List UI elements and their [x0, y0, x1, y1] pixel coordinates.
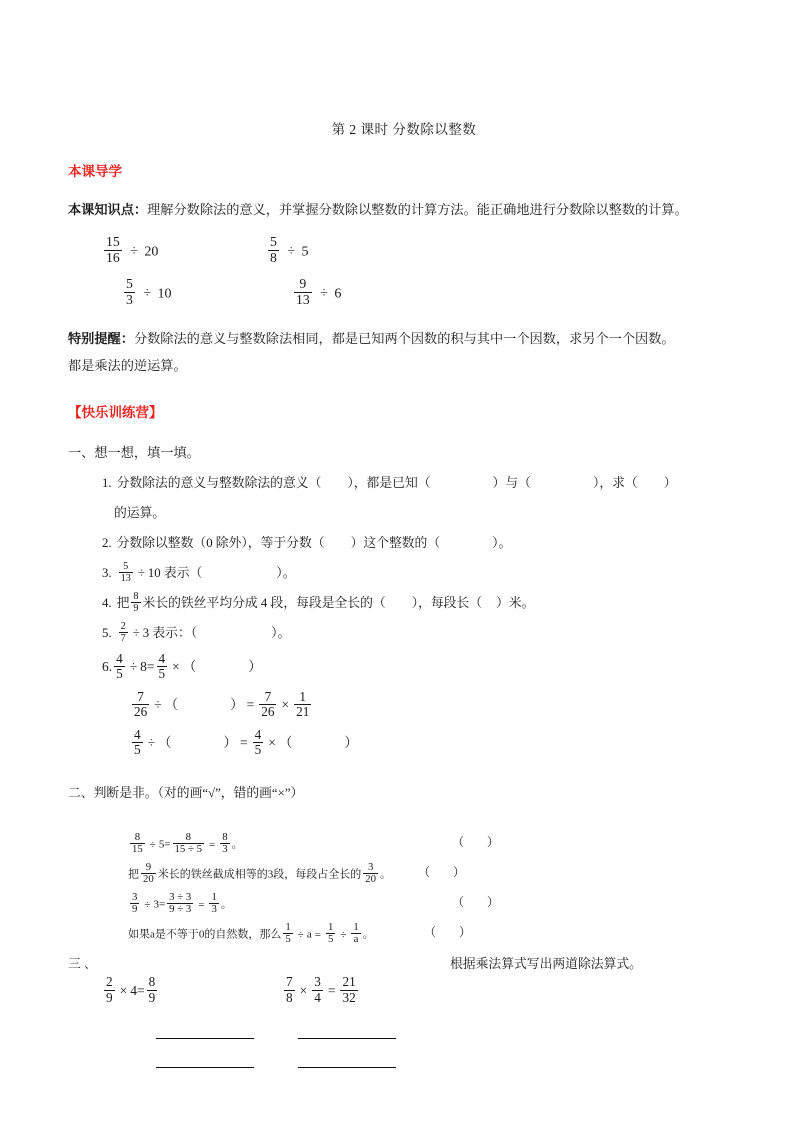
fraction	[294, 277, 312, 308]
fraction-numerator: 1	[211, 890, 217, 903]
fraction	[130, 832, 145, 856]
judgement-statement	[128, 920, 374, 947]
fraction-denominator: 9	[132, 903, 138, 916]
fraction-numerator: 8	[133, 591, 139, 603]
statement-text: 米长的铁丝截成相等的3段，每段占全长的	[157, 868, 362, 881]
question-item-3	[102, 558, 740, 588]
fraction	[141, 862, 156, 886]
judgement-statement	[128, 860, 392, 887]
blank-open-paren: （	[158, 735, 172, 750]
fraction-numerator: 4	[254, 726, 262, 742]
fraction	[157, 652, 168, 682]
operator: ×	[172, 659, 180, 674]
fraction-denominator: 9	[148, 989, 156, 1005]
equals-sign: =	[164, 838, 171, 851]
answer-line[interactable]	[156, 1066, 254, 1068]
operator: ÷	[144, 898, 151, 911]
item-text-3: ）与（	[492, 476, 531, 490]
judgement-item-3	[128, 890, 740, 923]
fraction-denominator: a	[353, 933, 359, 946]
operator: ×	[119, 982, 128, 998]
question-item-2	[102, 528, 740, 558]
blank-open-paren: （	[182, 659, 197, 674]
fraction-numerator: 8	[222, 830, 228, 843]
example-3-expression	[122, 276, 172, 310]
answer-line-row-1	[156, 1037, 740, 1039]
blank-open-paren: （	[164, 697, 179, 712]
answer-line-row-2	[156, 1066, 740, 1068]
section2-statements	[68, 830, 740, 953]
fraction-numerator: 1	[353, 920, 359, 933]
fraction-numerator: 4	[116, 650, 123, 666]
item-number: 1.	[102, 476, 112, 490]
blank-close-paren: ）	[248, 659, 262, 674]
operand: 3	[153, 898, 159, 911]
fraction	[253, 728, 264, 758]
example-4	[272, 276, 442, 310]
fraction-denominator: 9	[133, 603, 139, 615]
page-content	[68, 118, 740, 1095]
fraction-denominator: 5	[327, 933, 334, 946]
item-number: 3.	[102, 566, 112, 580]
judgement-statement	[128, 830, 243, 857]
example-4-expression	[292, 276, 342, 310]
example-2-expression	[266, 234, 309, 268]
fraction	[130, 892, 139, 916]
operator: ÷	[129, 659, 138, 674]
multiplication-equation-2	[282, 974, 360, 1007]
operator: ×	[268, 735, 276, 750]
fraction-denominator: 7	[120, 633, 126, 645]
operand: 20	[144, 244, 159, 260]
fraction-numerator: 5	[270, 234, 277, 250]
fraction-numerator: 9	[294, 277, 312, 293]
fraction-denominator: 8	[270, 249, 277, 265]
fraction-numerator: 21	[342, 974, 356, 990]
fraction-numerator: 4	[134, 726, 141, 742]
fraction-numerator: 7	[132, 690, 149, 705]
question-item-6-equation-2	[130, 686, 740, 724]
answer-lines	[156, 1037, 740, 1068]
fraction	[132, 728, 143, 758]
fraction	[119, 621, 128, 644]
fraction	[220, 832, 229, 856]
operand: 10	[157, 286, 172, 302]
item-text-1: 3 表示：（	[142, 626, 198, 640]
fraction-denominator: 15	[132, 843, 143, 856]
item-text-4: ），求（	[592, 476, 638, 490]
fraction	[284, 975, 295, 1005]
fraction-denominator: 32	[342, 989, 356, 1005]
period: 。	[220, 898, 232, 911]
fraction-denominator: 15 ÷ 5	[174, 843, 202, 856]
fraction-numerator: 5	[126, 276, 133, 292]
question-item-1-continuation: 的运算。	[114, 506, 166, 520]
fraction	[114, 652, 125, 682]
item-number: 5.	[102, 626, 112, 640]
item-text-3: ）。	[492, 536, 512, 550]
fraction-denominator: 3	[126, 291, 133, 307]
answer-line[interactable]	[156, 1037, 254, 1039]
fraction-denominator: 5	[285, 933, 291, 946]
judgement-item-4	[128, 920, 740, 953]
judgement-item-2	[128, 860, 740, 893]
period: 。	[380, 868, 392, 881]
item-text-2: ），都是已知（	[347, 476, 431, 490]
equals-sign: =	[198, 898, 205, 911]
reminder-text: 分数除法的意义与整数除法相同，都是已知两个因数的积与其中一个因数，求另个一个因数。	[133, 331, 675, 346]
fraction-denominator: 13	[296, 291, 310, 307]
operator: ÷	[147, 735, 156, 750]
fraction-denominator: 3	[222, 843, 228, 856]
section3	[68, 953, 740, 1068]
question-item-1	[102, 468, 740, 498]
training-heading: 【快乐训练营】	[68, 405, 163, 420]
operator: ÷	[137, 566, 145, 580]
fraction	[147, 975, 158, 1005]
operator: ÷	[287, 244, 296, 260]
operator: ×	[281, 697, 290, 712]
fraction	[283, 922, 292, 946]
operator: ×	[299, 982, 308, 998]
fraction	[131, 591, 140, 614]
fraction-denominator: 9	[106, 989, 113, 1005]
statement-text: 如果a是不等于0的自然数，那么	[128, 928, 282, 941]
item-number: 2.	[102, 536, 112, 550]
item-text-1: 分数除法的意义与整数除法的意义（	[116, 476, 322, 490]
item-text-3: ）米。	[496, 596, 535, 610]
fraction-denominator: 21	[296, 703, 310, 719]
operand: 6	[334, 286, 342, 302]
judgement-item-1	[128, 830, 740, 863]
period: 。	[362, 928, 374, 941]
fraction-denominator: 26	[261, 703, 275, 719]
equals-sign: =	[146, 659, 155, 674]
reminder-paragraph-2: 都是乘法的逆运算。	[68, 358, 187, 373]
fraction-denominator: 5	[116, 665, 123, 681]
section1-heading: 一、想一想，填一填。	[68, 445, 200, 460]
equals-sign: =	[158, 898, 166, 911]
blank-open-paren: （	[278, 735, 293, 750]
fraction-denominator: 5	[254, 741, 262, 757]
fraction-numerator: 2	[106, 974, 113, 990]
fraction	[167, 892, 193, 916]
fraction-numerator: 8	[148, 974, 156, 990]
example-1	[102, 234, 252, 268]
example-2	[252, 234, 416, 268]
examples-row-2	[102, 273, 740, 315]
fraction	[209, 892, 218, 916]
section2-heading: 二、判断是非。（对的画“√”，错的画“×”）	[68, 786, 304, 800]
fraction-numerator: 7	[259, 690, 276, 705]
fraction-numerator: 3	[363, 862, 378, 875]
fraction-denominator: 16	[106, 249, 120, 265]
fraction	[104, 975, 115, 1005]
fraction-denominator: 20	[365, 873, 377, 886]
guide-heading: 本课导学	[68, 164, 122, 179]
knowledge-point-label: 本课知识点：	[68, 202, 148, 217]
fraction	[119, 561, 133, 584]
fraction-denominator: 8	[286, 989, 293, 1005]
fraction	[104, 235, 122, 266]
question-item-4	[102, 588, 740, 618]
section3-number: 三 、	[68, 957, 97, 971]
item-text-2: ）这个整数的（	[350, 536, 441, 550]
item-text-1: 分数除以整数（0 除外），等于分数（	[116, 536, 325, 550]
example-1-expression	[102, 234, 159, 268]
fraction-denominator: 5	[158, 665, 166, 681]
fraction-numerator: 15	[106, 234, 120, 250]
item-text-2: ）。	[271, 626, 291, 640]
fraction-denominator: 9 ÷ 3	[169, 903, 192, 916]
fraction-numerator: 3 ÷ 3	[169, 890, 192, 903]
reminder-paragraph	[68, 325, 740, 352]
fraction-numerator: 1	[327, 920, 334, 933]
knowledge-point-text: 理解分数除法的意义，并掌握分数除以整数的计算方法。能正确地进行分数除以整数的计算。	[147, 202, 688, 217]
fraction-denominator: 4	[314, 989, 321, 1005]
section3-heading: 根据乘法算式写出两道除法算式。	[450, 957, 642, 971]
fraction	[340, 975, 357, 1005]
judgement-answer-bracket[interactable]: （ ）	[424, 925, 482, 939]
operator: ÷	[132, 626, 140, 640]
operator: ÷	[340, 928, 347, 941]
item-text-2: ）。	[276, 566, 296, 580]
reminder-label: 特别提醒：	[68, 331, 134, 346]
operand: 5	[301, 244, 309, 260]
operator: ÷	[149, 838, 156, 851]
fraction	[259, 690, 276, 720]
blank-close-paren: ）	[223, 735, 238, 750]
operand: 8	[140, 659, 147, 674]
fraction-numerator: 3	[314, 974, 321, 990]
fraction-denominator: 5	[134, 741, 141, 757]
operator: ÷	[130, 244, 138, 260]
judgement-answer-bracket[interactable]: （ ）	[418, 865, 476, 879]
fraction	[124, 277, 135, 308]
fraction-numerator: 3	[132, 890, 138, 903]
fraction-numerator: 5	[119, 561, 133, 573]
fraction-denominator: 13	[120, 573, 131, 585]
fraction-numerator: 1	[285, 920, 291, 933]
fraction-numerator: 8	[173, 832, 204, 845]
page-title: 第 2 课时 分数除以整数	[331, 122, 477, 137]
item-text-1: 米长的铁丝平均分成 4 段，每段是全长的（	[142, 596, 386, 610]
equals-sign: =	[208, 838, 216, 851]
judgement-answer-bracket[interactable]: （ ）	[452, 895, 510, 909]
examples-row-1	[102, 231, 740, 273]
fraction-numerator: 1	[294, 690, 311, 705]
fraction-numerator: 7	[286, 974, 293, 990]
multiplication-equation-1	[102, 974, 282, 1007]
question-item-6-equation-1	[102, 648, 740, 686]
judgement-statement	[128, 890, 232, 917]
text-pre: 把	[128, 868, 139, 881]
fraction	[326, 922, 335, 946]
blank-close-paren: ）	[344, 735, 358, 750]
operator: ÷	[320, 286, 328, 302]
fraction	[312, 975, 323, 1005]
section1-items	[68, 468, 740, 762]
fraction	[173, 832, 204, 856]
item-number: 6.	[102, 659, 113, 674]
fraction-denominator: 26	[134, 703, 148, 719]
fraction-numerator: 9	[141, 862, 156, 875]
fraction	[294, 690, 311, 720]
operand: 5	[158, 838, 165, 851]
knowledge-point-paragraph	[68, 196, 740, 223]
item-text-5: ）	[663, 476, 677, 490]
guide-examples	[102, 231, 740, 315]
operand: a	[306, 928, 312, 941]
operator: ÷	[143, 286, 152, 302]
item-number: 4.	[102, 596, 112, 610]
question-item-6-equation-3	[130, 724, 740, 762]
fraction-denominator: 3	[211, 903, 217, 916]
fraction	[351, 922, 360, 946]
item-text-2: ），每段长（	[411, 596, 483, 610]
blank-close-paren: ）	[230, 697, 244, 712]
operand: 4	[130, 982, 137, 998]
question-item-5	[102, 618, 740, 648]
answer-line[interactable]	[298, 1066, 396, 1068]
judgement-answer-bracket[interactable]: （ ）	[452, 835, 510, 849]
fraction	[132, 690, 149, 720]
example-3	[102, 276, 272, 310]
fraction-numerator: 2	[120, 621, 126, 633]
operator: ÷	[297, 928, 304, 941]
fraction-denominator: 20	[143, 873, 154, 886]
item-text-pre: 把	[116, 596, 130, 610]
operator: ÷	[154, 697, 162, 712]
fraction-numerator: 8	[130, 832, 145, 845]
equals-sign: =	[327, 982, 336, 998]
answer-line[interactable]	[298, 1037, 396, 1039]
equals-sign: =	[240, 735, 248, 750]
item-text-1: 10 表示（	[147, 566, 203, 580]
fraction	[363, 862, 378, 886]
equals-sign: =	[314, 928, 321, 941]
fraction	[268, 235, 279, 266]
equals-sign: =	[246, 697, 255, 712]
equals-sign: =	[136, 982, 145, 998]
period: 。	[231, 838, 243, 851]
fraction-numerator: 4	[158, 650, 166, 666]
section3-equations	[102, 953, 740, 1007]
